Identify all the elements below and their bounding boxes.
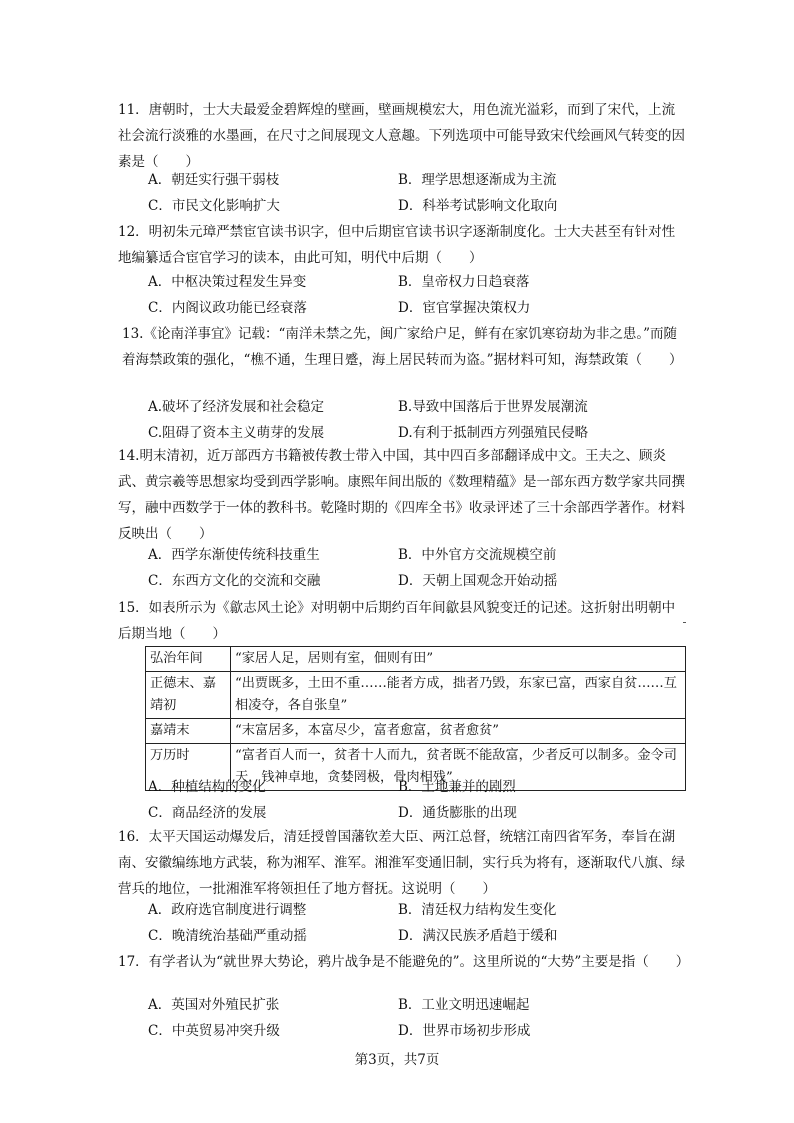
question-12-stem: 12．明初朱元璋严禁宦官读书识字，但中后期宦官读书识字逐渐制度化。士大夫甚至有针对性地编纂适合宦官学习的读本，由此可知，明代中后期（ ） — [118, 224, 676, 266]
option-a: A．西学东渐使传统科技重生 — [148, 547, 320, 563]
option-d: D．世界市场初步形成 — [398, 1022, 531, 1039]
option-a: A．英国对外殖民扩张 — [148, 997, 280, 1013]
question-14-options — [148, 543, 648, 594]
option-d: D．宦官掌握决策权力 — [398, 299, 531, 316]
table-row — [146, 719, 686, 744]
table-cell-record: “富者百人而一，贫者十人而九，贫者既不能敌富，少者反可以制多。金令司天，钱神卓地，贪婪罔极，骨肉相残” — [231, 744, 686, 791]
question-13-stem: 13.《论南洋事宜》记载：“南洋未禁之先，闽广家给户足，鲜有在家饥寒窃劫为非之患。”而随着海禁政策的强化，“樵不通，生理日蹙，海上居民转而为盗。”据材料可知，海禁政策（ ） — [122, 326, 683, 368]
option-b: B.导致中国落后于世界发展潮流 — [398, 399, 588, 415]
question-15-options — [148, 775, 648, 826]
table-cell-record: “末富居多，本富尽少，富者愈富，贫者愈贫” — [231, 719, 686, 744]
table-cell-period: 正德末、嘉靖初 — [146, 672, 231, 719]
option-a: A.破坏了经济发展和社会稳定 — [148, 399, 325, 415]
question-17-options — [148, 993, 648, 1044]
question-14-stem: 14.明末清初，近万部西方书籍被传教士带入中国，其中四百多部翻译成中文。王夫之、顾炎武、黄宗羲等思想家均受到西学影响。康熙年间出版的《数理精蕴》是一部东西方数学家共同撰写，融中西数学于一体的教科书。乾隆时期的《四库全书》收录评述了三十余部西学著作。材料反映出（ ） — [118, 448, 685, 542]
table-cell-record: “出贾既多，土田不重……能者方成，拙者乃毁，东家已富，西家自贫……互相凌夺，各自张皇” — [231, 672, 686, 719]
option-c: C．晚清统治基础严重动摇 — [148, 927, 307, 944]
question-16-stem: 16．太平天国运动爆发后，清廷授曾国藩钦差大臣、两江总督，统辖江南四省军务，奉旨在湖南、安徽编练地方武装，称为湘军、淮军。湘淮军变通旧制，实行兵为将有，逐渐取代八旗、绿营兵的地位，一批湘淮军将领担任了地方督抚。这说明（ ） — [118, 829, 685, 897]
question-13-options — [148, 395, 648, 446]
option-c: C．内阁议政功能已经衰落 — [148, 299, 307, 316]
option-b: B．清廷权力结构发生变化 — [398, 902, 557, 918]
option-d: D．满汉民族矛盾趋于缓和 — [398, 927, 558, 944]
option-a: A．政府选官制度进行调整 — [148, 902, 307, 918]
question-11-options — [148, 168, 648, 219]
history-table — [145, 646, 686, 791]
table-row — [146, 672, 686, 719]
option-d: D．通货膨胀的出现 — [398, 804, 517, 821]
option-a: A．朝廷实行强干弱枝 — [148, 172, 280, 188]
question-12-options — [148, 270, 648, 321]
table-cell-record: “家居人足，居则有室，佃则有田” — [231, 647, 686, 672]
option-c: C．市民文化影响扩大 — [148, 197, 280, 214]
option-d: D．科举考试影响文化取向 — [398, 197, 558, 214]
option-d: D.有利于抵制西方列强殖民侵略 — [398, 424, 589, 441]
question-16-options — [148, 898, 648, 949]
table-row — [146, 647, 686, 672]
option-b: B．工业文明迅速崛起 — [398, 997, 530, 1013]
question-15-stem: 15．如表所示为《歙志风土论》对明朝中后期约百年间歙县风貌变迁的记述。这折射出明朝中后期当地（ ） — [118, 600, 676, 642]
table-cell-period: 万历时 — [146, 744, 231, 791]
option-a: A．种植结构的变化 — [148, 779, 266, 795]
question-11-stem: 11．唐朝时，士大夫最爱金碧辉煌的壁画，壁画规模宏大，用色流光溢彩，而到了宋代，上流社会流行淡雅的水墨画，在尺寸之间展现文人意趣。下列选项中可能导致宋代绘画风气转变的因素是（ ） — [118, 102, 685, 170]
option-c: C．中英贸易冲突升级 — [148, 1022, 280, 1039]
option-b: B．中外官方交流规模空前 — [398, 547, 557, 563]
option-d: D．天朝上国观念开始动摇 — [398, 572, 558, 589]
page-footer: 第3页，共7页 — [354, 1052, 440, 1068]
table-cell-period: 嘉靖末 — [146, 719, 231, 744]
option-b: B．理学思想逐渐成为主流 — [398, 172, 557, 188]
option-c: C．商品经济的发展 — [148, 804, 267, 821]
option-b: B．土地兼并的剧烈 — [398, 779, 516, 795]
option-c: C.阻碍了资本主义萌芽的发展 — [148, 424, 325, 441]
question-17-stem: 17．有学者认为“就世界大势论，鸦片战争是不能避免的”。这里所说的“大势”主要是指（ ） — [118, 954, 690, 970]
divider — [683, 622, 686, 623]
table-cell-period: 弘治年间 — [146, 647, 231, 672]
option-b: B．皇帝权力日趋衰落 — [398, 274, 530, 290]
option-c: C．东西方文化的交流和交融 — [148, 572, 321, 589]
option-a: A．中枢决策过程发生异变 — [148, 274, 307, 290]
